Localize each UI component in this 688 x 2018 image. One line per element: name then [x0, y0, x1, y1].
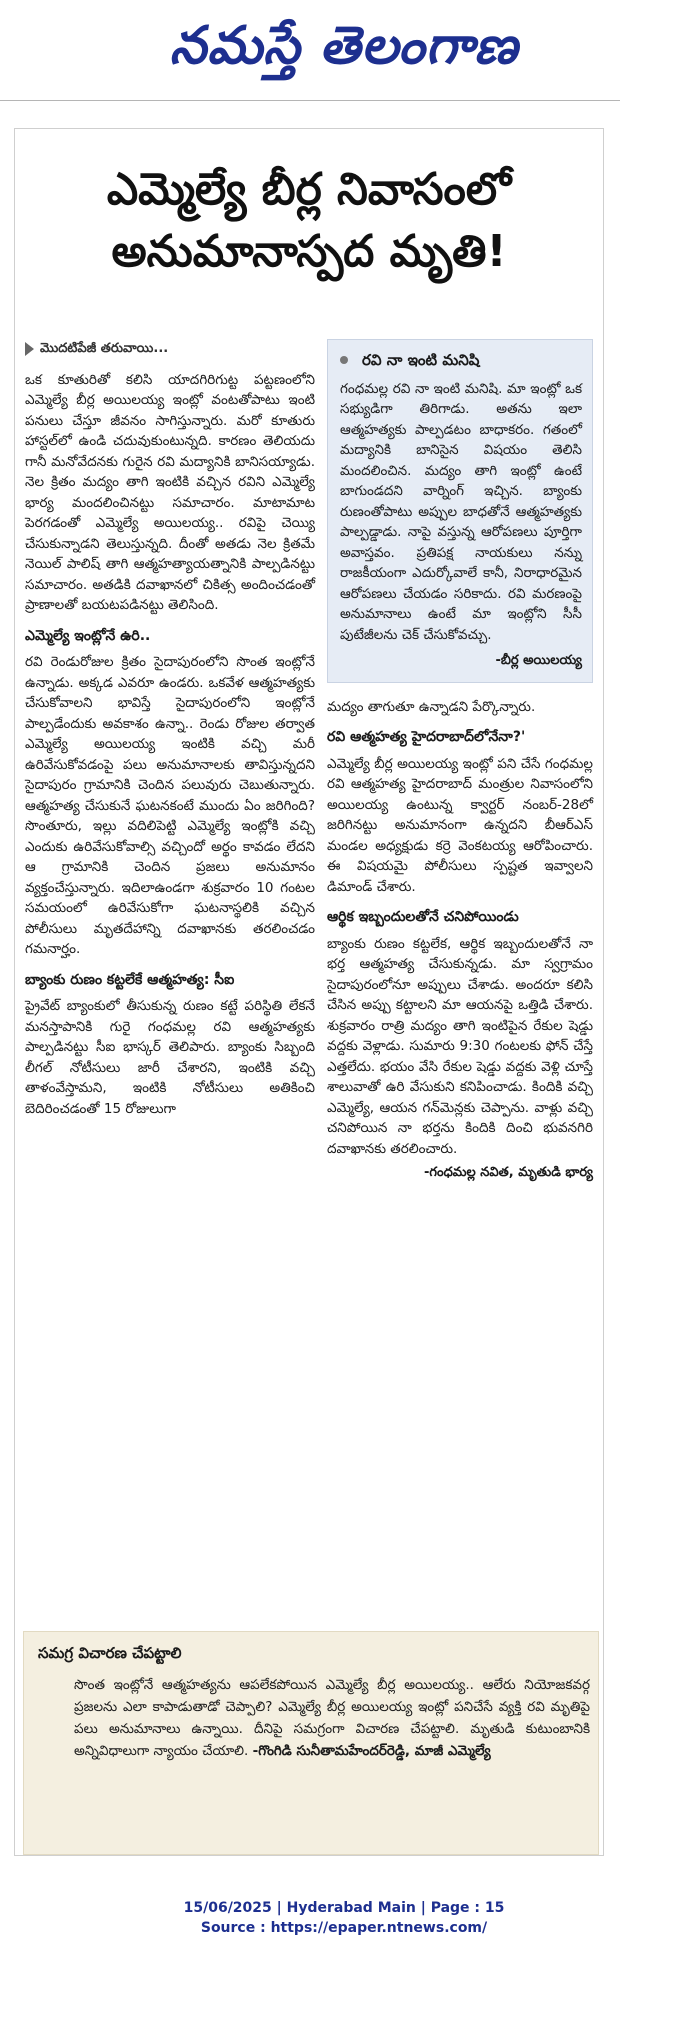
bottom-quote-box [23, 1631, 599, 1855]
masthead [0, 0, 688, 100]
subheading: బ్యాంకు రుణం కట్టలేకే ఆత్మహత్య: సీఐ [25, 971, 235, 988]
bottom-box-credit: -గొంగిడి సునీతామహేందర్‌రెడ్డి, మాజీ ఎమ్మెల్యే [252, 1743, 491, 1759]
bottom-box-body [38, 1674, 590, 1762]
news-clipping [14, 128, 604, 1856]
sidebar-credit: -బీర్ల అయిలయ్య [495, 653, 582, 668]
headline [29, 159, 589, 283]
bottom-box-text: సొంత ఇంట్లోనే ఆత్మహత్యను ఆపలేకపోయిన ఎమ్మెల్యే బీర్ల అయిలయ్య.. ఆలేరు నియోజకవర్గ ప్రజలను ఎలా కాపాడుతాడో చెప్పాలి? ఎమ్మెల్యే బీర్ల అయిలయ్య ఇంట్లో పనిచేసే వ్యక్తి రవి మృతిపై పలు అనుమానాలు ఉన్నాయి. దీనిపై సమగ్రంగా విచారణ చేపట్టాలి. మృతుడి కుటుంబానికి అన్నివిధాలుగా న్యాయం చేయాలి. [74, 1677, 590, 1759]
paragraph: రవి రెండురోజుల క్రితం సైదాపురంలోని సొంత ఇంట్లోనే ఉన్నాడు. అక్కడ ఎవరూ ఉండరు. ఒకవేళ ఆత్మహత్యకు చేసుకోవాలని భావిస్తే సైదాపురంలోని ఇంట్లోనే పాల్పడేందుకు అవకాశం ఉన్నా.. రెండు రోజుల తర్వాత ఎమ్మెల్యే అయిలయ్య ఇంటికి వచ్చి మరీ ఉరివేసుకోవడంపై పలు అనుమానాలకు తావిస్తున్నదని సైదాపురం గ్రామానికి చెందిన పలువురు చెబుతున్నారు. ఆత్మహత్య చేసుకునే ఘటనకంటే ముందు ఏం జరిగింది? సొంతూరు, ఇల్లు వదిలిపెట్టి ఎమ్మెల్యే ఇంట్లోకి వచ్చి ఎందుకు ఉరివేసుకోవాల్సి వచ్చిందో అర్థం కావడం లేదని ఆ గ్రామానికి చెందిన ప్రజలు అనుమానం వ్యక్తంచేస్తున్నారు. ఇదిలాఉండగా శుక్రవారం 10 గంటల సమయంలో ఉరివేసుకోగా ఘటనాస్థలికి వచ్చిన పోలీసులు మృతదేహాన్ని దవాఖానకు తరలించడం గమనార్హం. [25, 654, 315, 957]
left-column [25, 339, 315, 1119]
headline-line-1: ఎమ్మెల్యే బీర్ల నివాసంలో [106, 164, 512, 215]
paragraph: బ్యాంకు రుణం కట్టలేక, ఆర్థిక ఇబ్బందులతోనే నా భర్త ఆత్మహత్య చేసుకున్నడు. మా స్వగ్రామం సైదాపురంలోనూ అప్పులు చేశాడు. అందరూ కలిసి చేసిన అప్పు కట్టాలని మా ఆయనపై ఒత్తిడి చేశారు. శుక్రవారం రాత్రి మద్యం తాగి ఇంటిపైన రేకుల షెడ్డు వద్దకు వెళ్లాడు. సుమారు 9:30 గంటలకు ఫోన్ చేస్తే ఎత్తలేదు. భయం వేసి రేకుల షెడ్డు వద్దకు వెళ్లి చూస్తే శాలువాతో ఉరి వేసుకుని కనిపించాడు. కిందికి వచ్చి ఎమ్మెల్యే, ఆయన గన్‌మెన్లకు చెప్పాను. వాళ్లు వచ్చి చనిపోయిన నా భర్తను కిందికి దించి భువనగిరి దవాఖానకు తరలించారు. [327, 935, 593, 1157]
sidebar-title-text: రవి నా ఇంటి మనిషి [362, 351, 480, 369]
paragraph: ఒక కూతురితో కలిసి యాదగిరిగుట్ట పట్టణంలోని ఎమ్మెల్యే బీర్ల అయిలయ్య ఇంట్లో వంటతోపాటు ఇంటి పనులు చేస్తూ జీవనం సాగిస్తున్నారు. మరో కూతురు హాస్టల్‌లో ఉండి చదువుకుంటున్నది. కారణం తెలియదు గానీ మనోవేదనకు గురైన రవి మద్యానికి బానిసయ్యాడు. నెల క్రితం మద్యం తాగి ఇంటికి వచ్చిన రవిని ఎమ్మెల్యే భార్య మందలించినట్టు సమాచారం. మాటామాట పెరగడంతో ఎమ్మెల్యే అయిలయ్య.. రవిపై చెయ్యి చేసుకున్నాడని తెలుస్తున్నది. దీంతో అతడు నెల క్రితమే నెయిల్ పాలిష్ తాగి ఆత్మహత్యాయత్నానికి పాల్పడినట్టు సమాచారం. అతడికి దవాఖానలో చికిత్స అందించడంతో ప్రాణాలతో బయటపడినట్టు తెలిసింది. [25, 371, 315, 613]
subheading: ఎమ్మెల్యే ఇంట్లోనే ఉరి.. [25, 627, 151, 644]
headline-line-2: అనుమానాస్పద మృతి! [111, 226, 507, 277]
paragraph: మద్యం తాగుతూ ఉన్నాడని పేర్కొన్నారు. [327, 698, 536, 715]
masthead-logo: నమస్తే తెలంగాణ [169, 16, 519, 76]
masthead-divider [0, 100, 620, 101]
bottom-box-title: సమగ్ర విచారణ చేపట్టాలి [38, 1644, 182, 1662]
subheading: రవి ఆత్మహత్య హైదరాబాద్‌లోనేనా?' [327, 729, 526, 745]
footer-source-link[interactable]: Source : https://epaper.ntnews.com/ [200, 1920, 488, 1936]
paragraph: ఎమ్మెల్యే బీర్ల అయిలయ్య ఇంట్లో పని చేసే గంధమల్ల రవి ఆత్మహత్య హైదరాబాద్ మంత్రుల నివాసంలోని అయిలయ్య ఉంటున్న క్వార్టర్ నంబర్-28లో జరిగినట్టు అనుమానంగా ఉన్నదని బీఆర్‌ఎస్ మండల అధ్యక్షుడు కర్రె వెంకటయ్య ఆరోపించారు. ఈ విషయమై పోలీసులు స్పష్టత ఇవ్వాలని డిమాండ్ చేశారు. [327, 755, 593, 895]
footer-edition-info: 15/06/2025 | Hyderabad Main | Page : 15 [183, 1900, 505, 1916]
sidebar-body: గంధమల్ల రవి నా ఇంటి మనిషి. మా ఇంట్లో ఒక సభ్యుడిగా తిరిగాడు. అతను ఇలా ఆత్మహత్యకు పాల్పడటం బాధాకరం. గతంలో మద్యానికి బానిసైన విషయం తెలిసి మందలించిన. మద్యం తాగి ఇంట్లో ఉంటే బాగుండదని వార్నింగ్ ఇచ్చిన. బ్యాంకు రుణంతోపాటు అప్పుల బాధతోనే ఆత్మహత్యకు పాల్పడ్డాడు. నాపై వస్తున్న ఆరోపణలు పూర్తిగా అవాస్తవం. ప్రతిపక్ష నాయకులు నన్ను రాజకీయంగా ఎదుర్కోవాలే కానీ, నిరాధారమైన ఆరోపణలు చేయడం సరికాదు. రవి మరణంపై అనుమానాలు ఉంటే మా ఇంట్లోని సీసీ పుటేజీలను చెక్ చేసుకోవచ్చు. [340, 380, 582, 643]
subheading: ఆర్థిక ఇబ్బందులతోనే చనిపోయిండు [327, 909, 519, 925]
quote-credit: -గంధమల్ల నవిత, మృతుడి భార్య [424, 1165, 593, 1180]
bullet-icon [340, 356, 348, 364]
right-column [327, 339, 593, 1184]
page-footer [0, 1898, 688, 1938]
continued-text: మొదటిపేజీ తరువాయి... [40, 341, 169, 356]
quote-sidebar [327, 339, 593, 683]
sidebar-title [340, 350, 582, 371]
play-arrow-icon [25, 342, 34, 356]
paragraph: ప్రైవేట్ బ్యాంకులో తీసుకున్న రుణం కట్టే పరిస్థితి లేకనే మనస్తాపానికి గురై గంధమల్ల రవి ఆత్మహత్యకు పాల్పడినట్టు సీఐ భాస్కర్ తెలిపారు. బ్యాంకు సిబ్బంది లీగల్ నోటీసులు జారీ చేశారని, ఇంటికి వచ్చి తాళంవేస్తామని, ఇంటికి నోటీసులు అతికించి బెదిరించడంతో 15 రోజులుగా [25, 998, 315, 1117]
continued-label [25, 339, 315, 360]
